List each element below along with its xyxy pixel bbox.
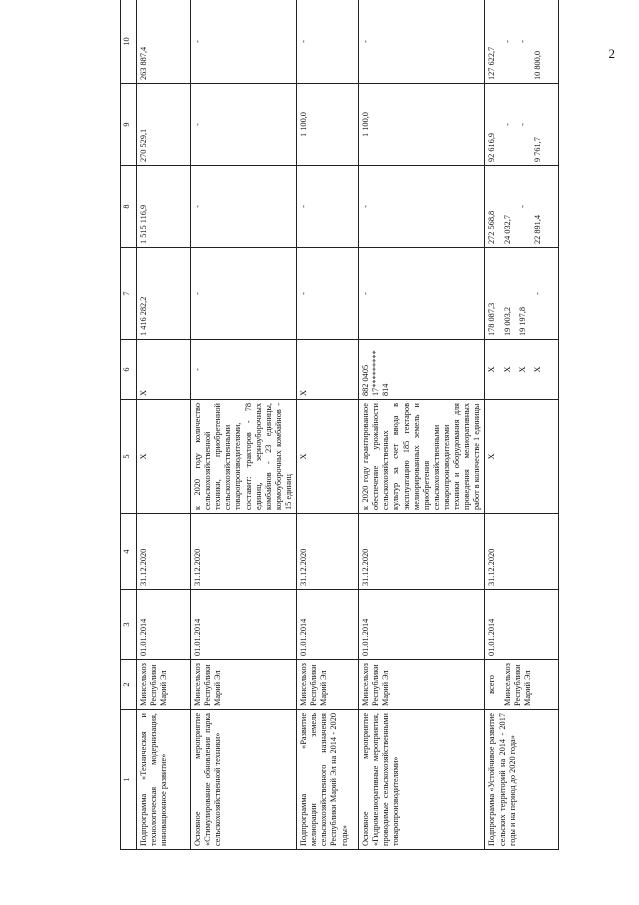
program-table [120, 0, 559, 850]
value-line: 9 761,7 [532, 137, 542, 162]
budget-code-cell: - [191, 340, 297, 400]
value-line: - [502, 40, 512, 43]
executor-total-label: всего [487, 675, 497, 694]
value-cell: - [359, 0, 485, 84]
column-header: 2 [121, 660, 137, 710]
value-line: - [532, 292, 542, 295]
program-name-cell: Подпрограмма «Развитие мелиорации земель сельскохозяйственного назначения Республики Марий Эл на 2014 - 2020 годы» [297, 710, 359, 850]
executor-name: Минсельхоз Республики Марий Эл [502, 663, 532, 706]
value-cell: - [297, 166, 359, 248]
result-cell: X [137, 400, 191, 514]
value-cell: 1 100,0 [359, 84, 485, 166]
value-line: 92 616,9 [487, 132, 497, 162]
value-line: - [517, 205, 527, 208]
page-number: 2 [608, 46, 615, 61]
value-line: 24 032,7 [502, 214, 512, 244]
value-line: 10 800,0 [532, 50, 542, 80]
rotated-table-container [120, 0, 570, 850]
column-header: 3 [121, 590, 137, 660]
table-row [359, 0, 485, 850]
column-header: 8 [121, 166, 137, 248]
value-line: - [517, 123, 527, 126]
budget-code-line: X [532, 366, 542, 373]
program-name-cell: Подпрограмма «Устойчивое развитие сельских территорий на 2014 - 2017 годы и на период до 2020 года» [485, 710, 559, 850]
value-line: - [517, 40, 527, 43]
value-cell [485, 166, 559, 248]
value-cell: - [297, 0, 359, 84]
column-header: 5 [121, 400, 137, 514]
executor-cell: Минсельхоз Республики Марий Эл [137, 660, 191, 710]
table-header-row [121, 0, 137, 850]
executor-cell: Минсельхоз Республики Марий Эл [359, 660, 485, 710]
value-cell: 1 515 116,9 [137, 166, 191, 248]
end-date-cell: 31.12.2020 [359, 514, 485, 590]
budget-code-line: X [487, 366, 497, 373]
program-name-cell: Основное мероприятие «Гидромелиоративные мероприятия, проводимые сельскохозяйственными товаропроизводителями» [359, 710, 485, 850]
value-cell [485, 0, 559, 84]
end-date-cell: 31.12.2020 [485, 514, 559, 590]
start-date-cell: 01.01.2014 [359, 590, 485, 660]
result-cell: к 2020 году гарантированное обеспечение урожайности сельскохозяйственных культур за счет ввода в эксплуатацию 185 гектаров мелиорированных земель и приобретения сельскохозяйственными товаропроизводителями техники и оборудования для проведения мелиоративных работ в количестве 1 единицы [359, 400, 485, 514]
value-line: 272 568,8 [487, 210, 497, 244]
value-cell: 1 416 282,2 [137, 248, 191, 340]
end-date-cell: 31.12.2020 [137, 514, 191, 590]
value-cell: - [191, 166, 297, 248]
value-cell: - [191, 0, 297, 84]
value-cell: - [191, 248, 297, 340]
budget-code-cell: 882 0405 17********* 814 [359, 340, 485, 400]
table-row [485, 0, 559, 850]
value-line: 19 197,8 [517, 306, 527, 336]
value-cell: 263 887,4 [137, 0, 191, 84]
value-cell: - [191, 84, 297, 166]
column-header: 10 [121, 0, 137, 84]
executor-cell: Минсельхоз Республики Марий Эл [297, 660, 359, 710]
start-date-cell: 01.01.2014 [137, 590, 191, 660]
column-header: 1 [121, 710, 137, 850]
executor-cell [485, 660, 559, 710]
start-date-cell: 01.01.2014 [485, 590, 559, 660]
start-date-cell: 01.01.2014 [297, 590, 359, 660]
table-row [137, 0, 191, 850]
value-cell [485, 84, 559, 166]
executor-cell: Минсельхоз Республики Марий Эл [191, 660, 297, 710]
column-header: 6 [121, 340, 137, 400]
value-line: - [502, 123, 512, 126]
result-cell: к 2020 году количество сельскохозяйственной техники, приобретенной сельскохозяйственными товаропроизводителями, составит: тракторов - 78 единиц, зерноуборочных комбайнов - 23 единицы, кормоуборочных комбайнов - 15 единиц [191, 400, 297, 514]
table-row [191, 0, 297, 850]
budget-code-cell [485, 340, 559, 400]
end-date-cell: 31.12.2020 [297, 514, 359, 590]
value-cell: - [359, 166, 485, 248]
value-cell: - [359, 248, 485, 340]
value-line: 178 087,3 [487, 302, 497, 336]
value-cell: - [297, 248, 359, 340]
value-line: 19 003,2 [502, 306, 512, 336]
column-header: 9 [121, 84, 137, 166]
table-row [297, 0, 359, 850]
value-cell [485, 248, 559, 340]
value-cell: 1 100,0 [297, 84, 359, 166]
budget-code-line: X [517, 366, 527, 373]
result-cell: X [297, 400, 359, 514]
value-line: 22 891,4 [532, 214, 542, 244]
budget-code-cell: X [137, 340, 191, 400]
budget-code-cell: X [297, 340, 359, 400]
program-name-cell: Подпрограмма «Техническая и технологическая модернизация, инновационное развитие» [137, 710, 191, 850]
start-date-cell: 01.01.2014 [191, 590, 297, 660]
value-line: 127 622,7 [487, 46, 497, 80]
column-header: 4 [121, 514, 137, 590]
budget-code-line: X [502, 366, 512, 373]
value-cell: 270 529,1 [137, 84, 191, 166]
program-name-cell: Основное мероприятие «Стимулирование обновления парка сельскохозяйственной техники» [191, 710, 297, 850]
end-date-cell: 31.12.2020 [191, 514, 297, 590]
result-cell: X [485, 400, 559, 514]
column-header: 7 [121, 248, 137, 340]
